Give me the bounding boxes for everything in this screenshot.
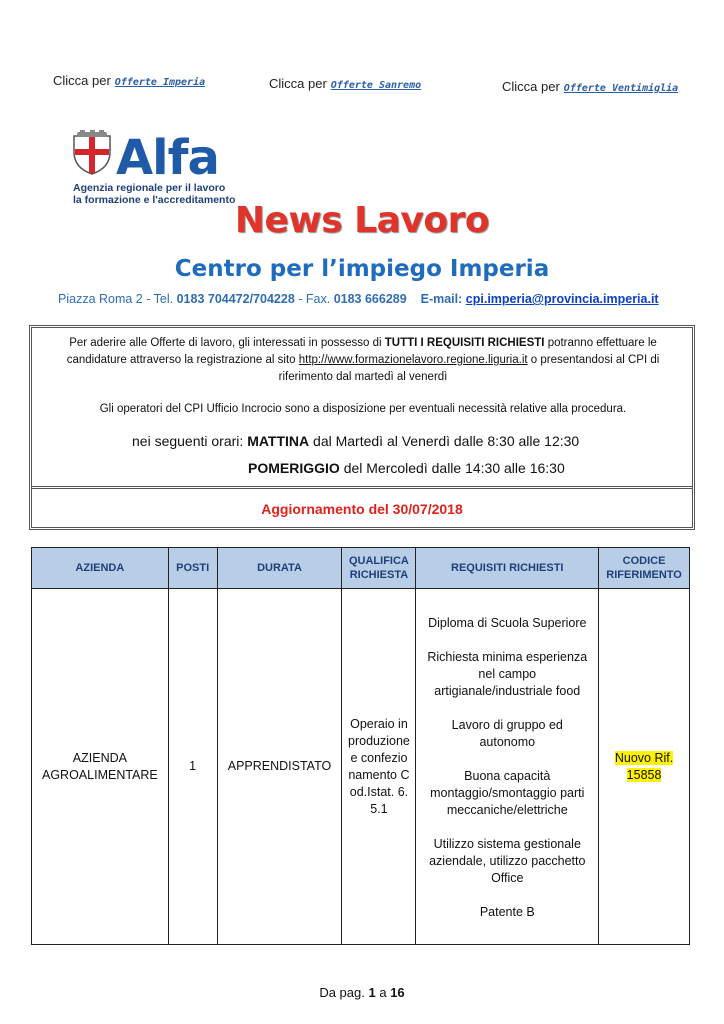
header-requisiti: REQUISITI RICHIESTI	[416, 548, 599, 589]
requisito-item: Patente B	[479, 904, 535, 919]
logo-subtitle-line1: Agenzia regionale per il lavoro	[73, 182, 226, 194]
liguria-crest-icon	[70, 130, 114, 176]
hours-text: dal Martedì al Venerdì dalle 8:30 alle 12:30	[313, 433, 580, 449]
fax-label: - Fax.	[298, 292, 331, 306]
hours-bold: MATTINA	[247, 433, 310, 449]
page-counter	[0, 985, 724, 1000]
cell-durata: APPRENDISTATO	[217, 589, 342, 945]
link-prefix: Clicca per	[269, 76, 327, 91]
page-sep: a	[379, 985, 387, 1000]
phone-number: 0183 704472/704228	[176, 292, 295, 306]
fax-number: 0183 666289	[333, 292, 407, 306]
page-total: 16	[390, 985, 405, 1000]
header-codice: CODICE RIFERIMENTO	[599, 548, 690, 589]
page-current: 1	[368, 985, 376, 1000]
info-paragraph-1	[38, 335, 688, 386]
alfa-logo-text: Alfa	[116, 130, 219, 186]
email-link[interactable]: cpi.imperia@provincia.imperia.it	[465, 292, 659, 306]
hours-text: del Mercoledì dalle 14:30 alle 16:30	[343, 460, 565, 476]
header-azienda: AZIENDA	[32, 548, 169, 589]
info-text: Per aderire alle Offerte di lavoro, gli interessati in possesso di	[69, 337, 382, 349]
cell-codice	[599, 589, 690, 945]
header-posti: POSTI	[168, 548, 217, 589]
info-box	[29, 325, 695, 530]
top-link-imperia	[53, 73, 205, 88]
logo-subtitle-line2: la formazione e l'accreditamento	[73, 194, 236, 206]
cell-azienda: AZIENDA AGROALIMENTARE	[32, 589, 169, 945]
page-prefix: Da pag.	[319, 985, 365, 1000]
table-row	[32, 589, 690, 945]
requisito-item: Utilizzo sistema gestionale aziendale, utilizzo pacchetto Office	[429, 836, 586, 885]
page-title: News Lavoro	[234, 200, 490, 241]
codice-line2: 15858	[626, 767, 662, 782]
link-prefix: Clicca per	[502, 79, 560, 94]
link-prefix: Clicca per	[53, 73, 111, 88]
header-qualifica: QUALIFICA RICHIESTA	[342, 548, 416, 589]
requisito-item: Lavoro di gruppo ed autonomo	[451, 717, 563, 749]
requisito-item: Buona capacità montaggio/smontaggio parti meccaniche/elettriche	[430, 768, 585, 817]
hours-text: nei seguenti orari:	[132, 433, 244, 449]
requisito-item: Diploma di Scuola Superiore	[428, 615, 587, 630]
top-link-ventimiglia	[502, 79, 678, 94]
codice-line1: Nuovo Rif.	[614, 750, 674, 765]
cell-requisiti	[416, 589, 599, 945]
offerte-sanremo-link[interactable]: Offerte Sanremo	[330, 80, 422, 91]
page-subtitle: Centro per l’impiego Imperia	[174, 256, 550, 282]
cell-posti: 1	[168, 589, 217, 945]
header-durata: DURATA	[217, 548, 342, 589]
hours-afternoon	[248, 460, 565, 476]
top-link-sanremo	[269, 76, 421, 91]
requisito-item: Richiesta minima esperienza nel campo artigianale/industriale food	[427, 649, 588, 698]
update-date: Aggiornamento del 30/07/2018	[261, 501, 463, 517]
info-paragraph-2: Gli operatori del CPI Ufficio Incrocio sono a disposizione per eventuali necessità relative alla procedura.	[99, 403, 627, 415]
table-header-row	[32, 548, 690, 589]
offerte-imperia-link[interactable]: Offerte Imperia	[114, 77, 206, 88]
offers-table	[31, 547, 690, 945]
info-divider	[31, 486, 693, 489]
offerte-ventimiglia-link[interactable]: Offerte Ventimiglia	[563, 83, 679, 94]
info-text: potranno effettuare le candidature attraverso la registrazione al sito	[66, 337, 657, 366]
hours-morning	[132, 433, 579, 449]
cell-qualifica: Operaio in produzione e confezionamento Cod.Istat. 6.5.1	[342, 589, 416, 945]
hours-bold: POMERIGGIO	[248, 460, 340, 476]
info-bold-text: TUTTI I REQUISITI RICHIESTI	[384, 337, 545, 349]
info-text: o presentandosi al CPI di riferimento dal martedì al venerdì	[278, 354, 660, 383]
formazione-lavoro-link[interactable]: http://www.formazionelavoro.regione.liguria.it	[298, 354, 528, 366]
address-text: Piazza Roma 2 - Tel.	[58, 292, 174, 306]
contact-line	[58, 292, 659, 306]
email-label: E-mail:	[420, 292, 463, 306]
